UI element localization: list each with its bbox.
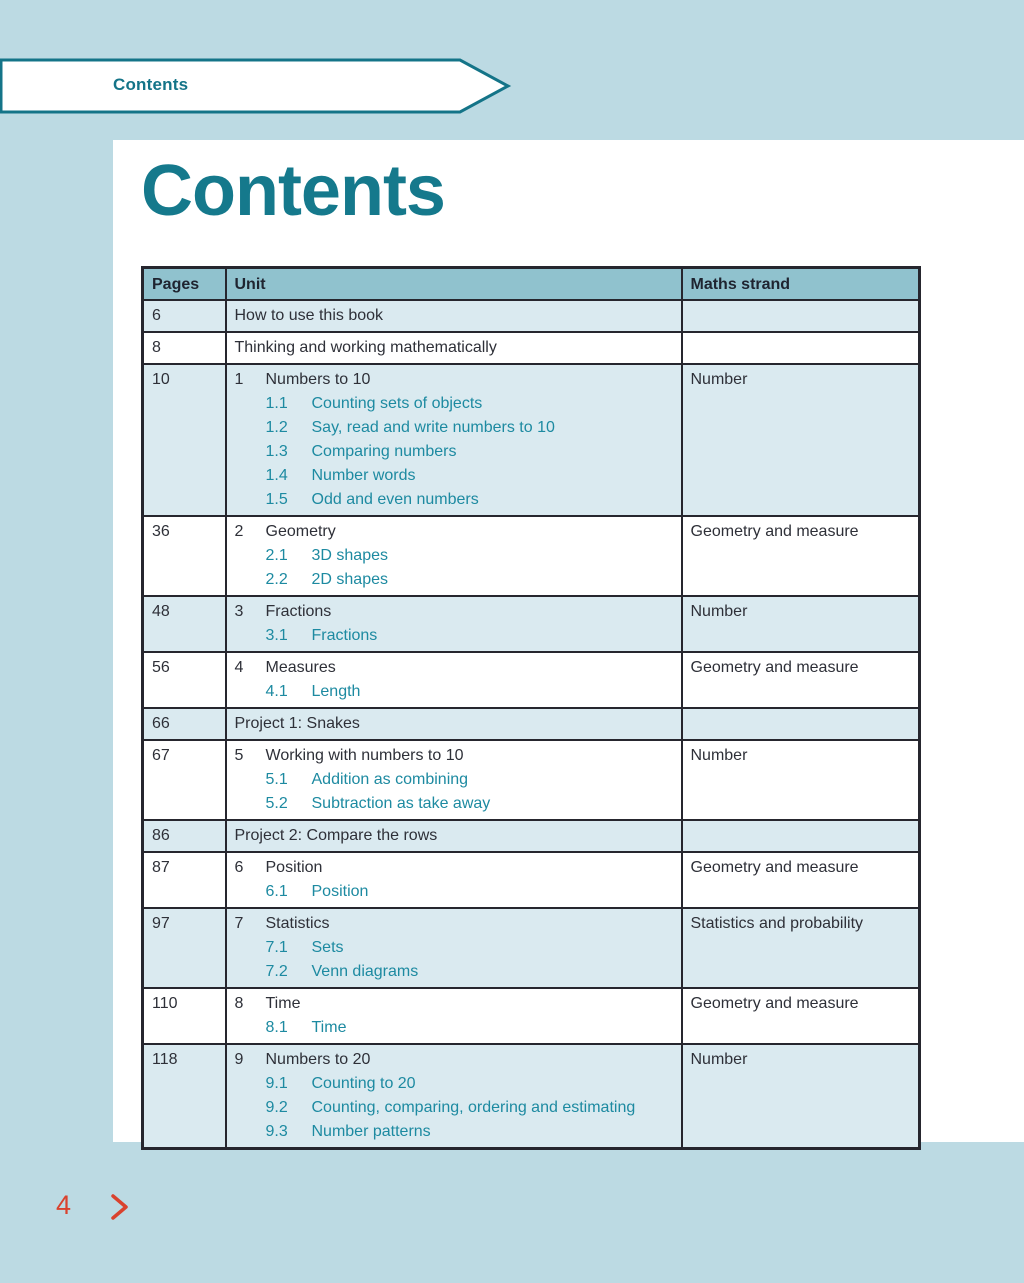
- table-row: [143, 596, 920, 652]
- subsection-number: 2.2: [265, 571, 288, 588]
- contents-banner: [0, 58, 512, 114]
- subsection-title: Sets: [311, 939, 344, 956]
- subsection-number: 6.1: [265, 883, 288, 900]
- subsection-number: 1.4: [265, 467, 288, 484]
- pages-cell: 66: [143, 708, 226, 740]
- chevron-right-icon: [109, 1193, 131, 1221]
- table-header-row: [143, 268, 920, 301]
- subsection-number: 5.2: [265, 795, 288, 812]
- subsection-number: 1.3: [265, 443, 288, 460]
- unit-title: Numbers to 10: [265, 371, 371, 388]
- subsection-title: 2D shapes: [311, 571, 388, 588]
- subsection-number: 5.1: [265, 771, 288, 788]
- unit-title: Geometry: [265, 523, 336, 540]
- table-row: [143, 852, 920, 908]
- unit-cell: [226, 820, 682, 852]
- unit-cell: [226, 708, 682, 740]
- unit-title: Numbers to 20: [265, 1051, 371, 1068]
- contents-table: [141, 266, 921, 1150]
- subsection-number: 1.5: [265, 491, 288, 508]
- unit-number: 5: [234, 747, 244, 764]
- subsection-number: 1.2: [265, 419, 288, 436]
- section-title: How to use this book: [234, 307, 384, 324]
- subsection-number: 4.1: [265, 683, 288, 700]
- subsection-title: Position: [311, 883, 369, 900]
- table-row: [143, 300, 920, 332]
- section-title: Project 2: Compare the rows: [234, 827, 438, 844]
- subsection-title: 3D shapes: [311, 547, 388, 564]
- unit-cell: [226, 1044, 682, 1149]
- pages-cell: 118: [143, 1044, 226, 1149]
- unit-title: Measures: [265, 659, 336, 676]
- unit-title-line: [235, 856, 673, 880]
- subsection-line: [266, 792, 673, 816]
- pages-cell: 6: [143, 300, 226, 332]
- unit-number: 8: [234, 995, 244, 1012]
- table-row: [143, 332, 920, 364]
- subsection-line: [266, 624, 673, 648]
- maths-strand-cell: Geometry and measure: [682, 516, 920, 596]
- subsection-number: 9.3: [265, 1123, 288, 1140]
- banner-arrow-shape: [0, 58, 512, 114]
- subsection-line: [266, 1096, 673, 1120]
- subsection-title: Fractions: [311, 627, 378, 644]
- subsection-title: Length: [311, 683, 361, 700]
- unit-title-line: [235, 656, 673, 680]
- maths-strand-cell: [682, 332, 920, 364]
- table-row: [143, 364, 920, 516]
- subsection-number: 2.1: [265, 547, 288, 564]
- table-row: [143, 516, 920, 596]
- section-title: Thinking and working mathematically: [234, 339, 497, 356]
- pages-cell: 56: [143, 652, 226, 708]
- unit-title-line: [235, 992, 673, 1016]
- unit-title: Position: [265, 859, 323, 876]
- subsection-number: 1.1: [265, 395, 288, 412]
- page-number: 4: [56, 1190, 72, 1220]
- subsection-line: [266, 568, 673, 592]
- unit-title-line: [235, 368, 673, 392]
- pages-cell: 110: [143, 988, 226, 1044]
- subsection-line: [266, 416, 673, 440]
- unit-number: 7: [234, 915, 244, 932]
- pages-cell: 86: [143, 820, 226, 852]
- pages-cell: 67: [143, 740, 226, 820]
- table-row: [143, 988, 920, 1044]
- subsection-number: 9.2: [265, 1099, 288, 1116]
- unit-title-line: [235, 520, 673, 544]
- unit-cell: [226, 596, 682, 652]
- page-title: Contents: [141, 151, 445, 231]
- pages-cell: 8: [143, 332, 226, 364]
- subsection-line: [266, 936, 673, 960]
- pages-cell: 10: [143, 364, 226, 516]
- table-row: [143, 1044, 920, 1149]
- subsection-line: [266, 1016, 673, 1040]
- unit-cell: [226, 332, 682, 364]
- subsection-title: Subtraction as take away: [311, 795, 491, 812]
- subsection-line: [266, 880, 673, 904]
- maths-strand-cell: [682, 820, 920, 852]
- subsection-title: Comparing numbers: [311, 443, 457, 460]
- unit-title: Time: [265, 995, 301, 1012]
- unit-number: 4: [234, 659, 244, 676]
- subsection-number: 9.1: [265, 1075, 288, 1092]
- unit-cell: [226, 516, 682, 596]
- subsection-line: [266, 1072, 673, 1096]
- maths-strand-cell: [682, 300, 920, 332]
- table-row: [143, 820, 920, 852]
- table-row: [143, 708, 920, 740]
- subsection-title: Counting sets of objects: [311, 395, 483, 412]
- table-row: [143, 908, 920, 988]
- subsection-line: [266, 960, 673, 984]
- maths-strand-cell: Geometry and measure: [682, 852, 920, 908]
- unit-title: Fractions: [265, 603, 332, 620]
- table-row: [143, 740, 920, 820]
- pages-cell: 48: [143, 596, 226, 652]
- subsection-line: [266, 1120, 673, 1144]
- subsection-number: 7.1: [265, 939, 288, 956]
- content-panel: [113, 140, 1024, 1142]
- maths-strand-cell: Statistics and probability: [682, 908, 920, 988]
- unit-title-line: [235, 1048, 673, 1072]
- unit-number: 3: [234, 603, 244, 620]
- subsection-line: [266, 680, 673, 704]
- unit-title-line: [235, 744, 673, 768]
- subsection-number: 3.1: [265, 627, 288, 644]
- maths-strand-cell: Geometry and measure: [682, 652, 920, 708]
- subsection-title: Counting, comparing, ordering and estimating: [311, 1099, 636, 1116]
- unit-title: Statistics: [265, 915, 330, 932]
- maths-strand-cell: [682, 708, 920, 740]
- unit-cell: [226, 652, 682, 708]
- subsection-line: [266, 440, 673, 464]
- unit-cell: [226, 908, 682, 988]
- subsection-number: 8.1: [265, 1019, 288, 1036]
- unit-cell: [226, 988, 682, 1044]
- unit-cell: [226, 300, 682, 332]
- table-row: [143, 652, 920, 708]
- subsection-line: [266, 464, 673, 488]
- subsection-line: [266, 488, 673, 512]
- subsection-title: Odd and even numbers: [311, 491, 479, 508]
- unit-cell: [226, 852, 682, 908]
- maths-strand-cell: Number: [682, 596, 920, 652]
- unit-title: Working with numbers to 10: [265, 747, 464, 764]
- subsection-title: Number words: [311, 467, 416, 484]
- unit-title-line: [235, 912, 673, 936]
- pages-cell: 97: [143, 908, 226, 988]
- unit-cell: [226, 364, 682, 516]
- pages-cell: 36: [143, 516, 226, 596]
- contents-table-body: [143, 300, 920, 1149]
- maths-strand-cell: Number: [682, 364, 920, 516]
- unit-number: 6: [234, 859, 244, 876]
- subsection-title: Addition as combining: [311, 771, 469, 788]
- subsection-line: [266, 392, 673, 416]
- col-header-maths-strand: Maths strand: [682, 268, 920, 301]
- col-header-unit: Unit: [226, 268, 682, 301]
- subsection-title: Number patterns: [311, 1123, 431, 1140]
- unit-number: 1: [234, 371, 244, 388]
- maths-strand-cell: Number: [682, 1044, 920, 1149]
- banner-label: Contents: [113, 75, 189, 94]
- subsection-title: Time: [311, 1019, 347, 1036]
- unit-cell: [226, 740, 682, 820]
- pages-cell: 87: [143, 852, 226, 908]
- subsection-line: [266, 544, 673, 568]
- subsection-number: 7.2: [265, 963, 288, 980]
- col-header-pages: Pages: [143, 268, 226, 301]
- maths-strand-cell: Geometry and measure: [682, 988, 920, 1044]
- subsection-title: Counting to 20: [311, 1075, 416, 1092]
- unit-title-line: [235, 600, 673, 624]
- subsection-title: Venn diagrams: [311, 963, 419, 980]
- unit-number: 9: [234, 1051, 244, 1068]
- unit-number: 2: [234, 523, 244, 540]
- subsection-line: [266, 768, 673, 792]
- subsection-title: Say, read and write numbers to 10: [311, 419, 555, 436]
- maths-strand-cell: Number: [682, 740, 920, 820]
- section-title: Project 1: Snakes: [234, 715, 360, 732]
